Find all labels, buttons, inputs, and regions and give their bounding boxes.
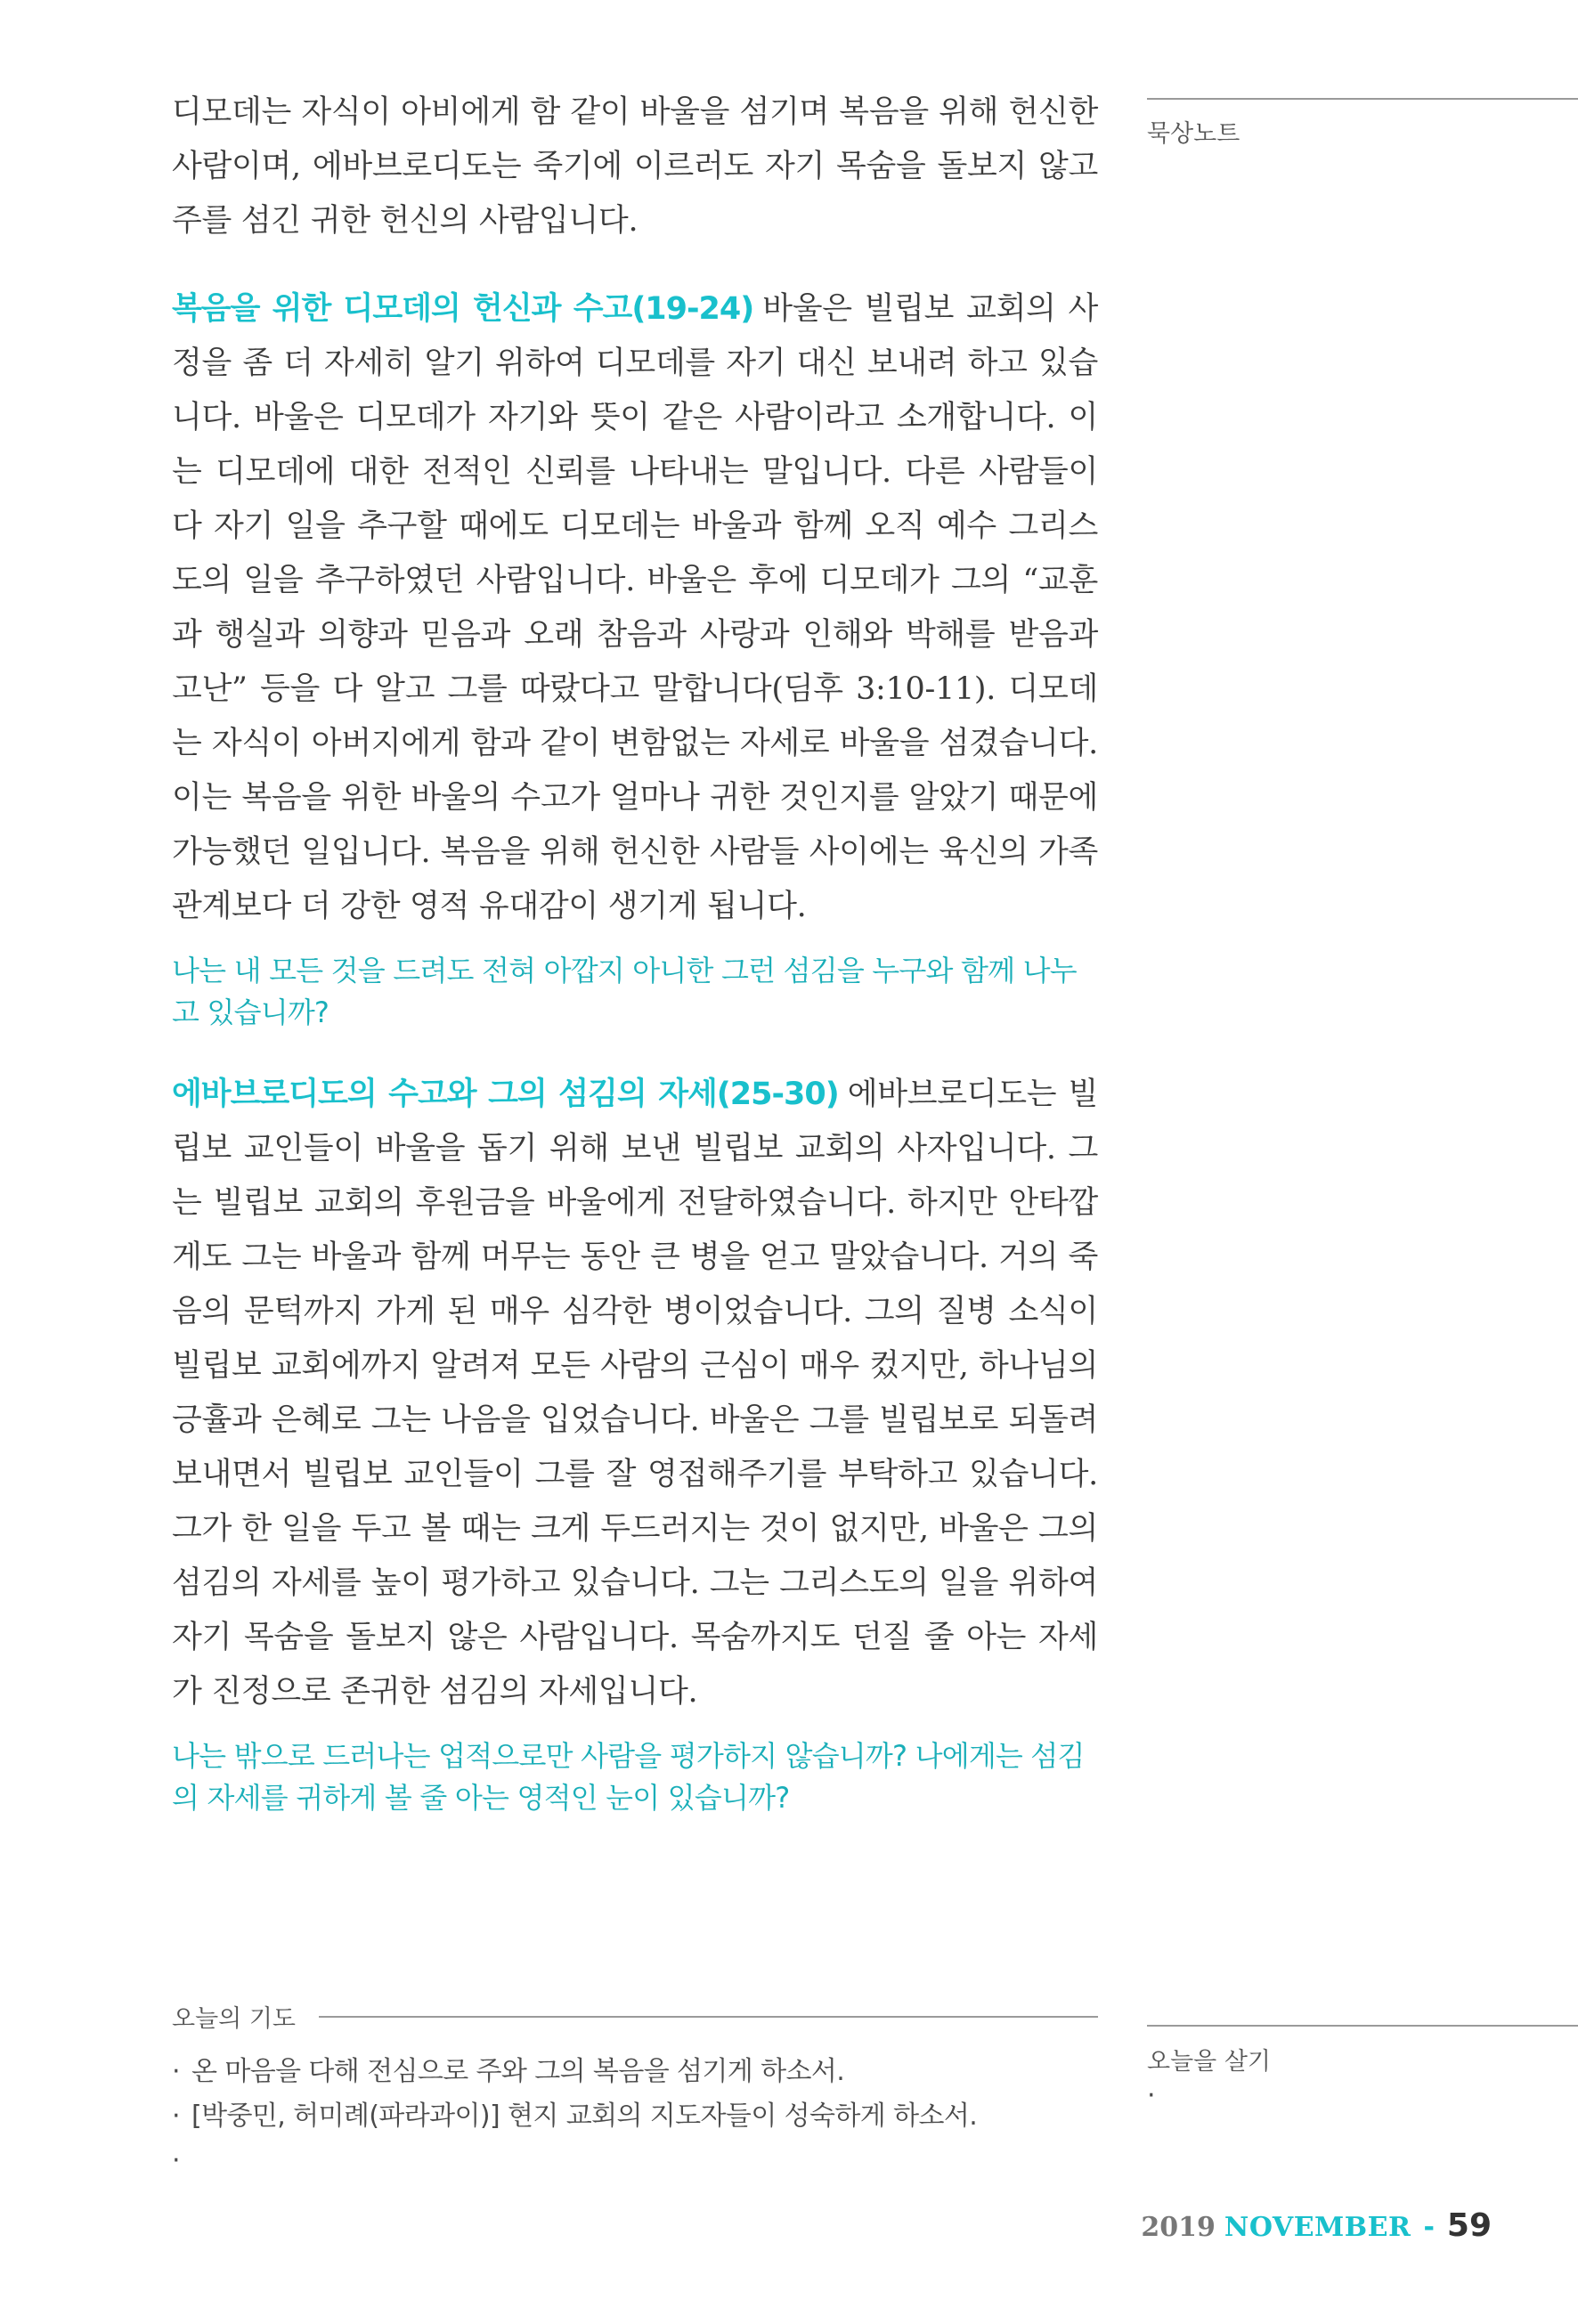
prayer-bullet: ·: [172, 2145, 180, 2176]
section1-heading: 복음을 위한 디모데의 헌신과 수고(19-24): [172, 291, 754, 327]
prayer-bullet: ·: [172, 2101, 180, 2132]
footer-year: 2019: [1141, 2212, 1216, 2243]
prayer-item: [172, 2139, 1098, 2183]
section2-question: 나는 밖으로 드러나는 업적으로만 사람을 평가하지 않습니까? 나에게는 섬김의 자세를 귀하게 볼 줄 아는 영적인 눈이 있습니까?: [172, 1739, 1085, 1815]
prayer-item-text: 온 마음을 다해 전심으로 주와 그의 복음을 섬기게 하소서.: [191, 2056, 845, 2087]
page-number: 59: [1446, 2207, 1492, 2244]
sidebar-top-rule: [1147, 98, 1578, 100]
living-today-label: 오늘을 살기: [1147, 2048, 1271, 2076]
prayer-rule: [319, 2016, 1098, 2018]
prayer-item: [172, 2050, 1098, 2094]
page-footer: [1141, 2207, 1492, 2244]
prayer-item-text: [박중민, 허미례(파라과이)] 현지 교회의 지도자들이 성숙하게 하소서.: [191, 2101, 978, 2132]
sidebar-bottom-rule: [1147, 2025, 1578, 2027]
prayer-section: [172, 1999, 1098, 2183]
prayer-header: [172, 1999, 1098, 2034]
section2-body: 에바브로디도는 빌립보 교인들이 바울을 돕기 위해 보낸 빌립보 교회의 사자입니다. 그는 빌립보 교회의 후원금을 바울에게 전달하였습니다. 하지만 안타깝게도 그는 바울과 함께 머무는 동안 큰 병을 얻고 말았습니다. 거의 죽음의 문턱까지 가게 된 매우 심각한 병이었습니다. 그의 질병 소식이 빌립보 교회에까지 알려져 모든 사람의 근심이 매우 컸지만, 하나님의 긍휼과 은혜로 그는 나음을 입었습니다. 바울은 그를 빌립보로 되돌려 보내면서 빌립보 교인들이 그를 잘 영접해주기를 부탁하고 있습니다. 그가 한 일을 두고 볼 때는 크게 두드러지는 것이 없지만, 바울은 그의 섬김의 자세를 높이 평가하고 있습니다. 그는 그리스도의 일을 위하여 자기 목숨을 돌보지 않은 사람입니다. 목숨까지도 던질 줄 아는 자세가 진정으로 존귀한 섬김의 자세입니다.: [172, 1077, 1098, 1710]
prayer-list: [172, 2050, 1098, 2183]
prayer-item: [172, 2094, 1098, 2139]
meditation-note-label: 묵상노트: [1147, 120, 1240, 148]
section1-question: 나는 내 모든 것을 드려도 전혀 아깝지 아니한 그런 섬김을 누구와 함께 나누고 있습니까?: [172, 954, 1077, 1029]
section1-paragraph: [172, 282, 1098, 934]
prayer-bullet: ·: [172, 2056, 180, 2087]
section2-heading: 에바브로디도의 수고와 그의 섬김의 자세(25-30): [172, 1077, 839, 1112]
footer-month: NOVEMBER: [1224, 2212, 1411, 2243]
prayer-title: 오늘의 기도: [172, 2005, 296, 2033]
main-content: [172, 85, 1098, 1819]
section1-body: 바울은 빌립보 교회의 사정을 좀 더 자세히 알기 위하여 디모데를 자기 대신 보내려 하고 있습니다. 바울은 디모데가 자기와 뜻이 같은 사람이라고 소개합니다. 이는 디모데에 대한 전적인 신뢰를 나타내는 말입니다. 다른 사람들이 다 자기 일을 추구할 때에도 디모데는 바울과 함께 오직 예수 그리스도의 일을 추구하였던 사람입니다. 바울은 후에 디모데가 그의 “교훈과 행실과 의향과 믿음과 오래 참음과 사랑과 인해와 박해를 받음과 고난” 등을 다 알고 그를 따랐다고 말합니다(딤후 3:10-11). 디모데는 자식이 아버지에게 함과 같이 변함없는 자세로 바울을 섬겼습니다. 이는 복음을 위한 바울의 수고가 얼마나 귀한 것인지를 알았기 때문에 가능했던 일입니다. 복음을 위해 헌신한 사람들 사이에는 육신의 가족관계보다 더 강한 영적 유대감이 생기게 됩니다.: [172, 291, 1099, 924]
living-bullet: ·: [1147, 2080, 1156, 2111]
section2-paragraph: [172, 1068, 1098, 1719]
footer-dash: -: [1423, 2212, 1435, 2243]
intro-paragraph: 디모데는 자식이 아비에게 함 같이 바울을 섬기며 복음을 위해 헌신한 사람이며, 에바브로디도는 죽기에 이르러도 자기 목숨을 돌보지 않고 주를 섬긴 귀한 헌신의 사람입니다.: [172, 94, 1098, 239]
